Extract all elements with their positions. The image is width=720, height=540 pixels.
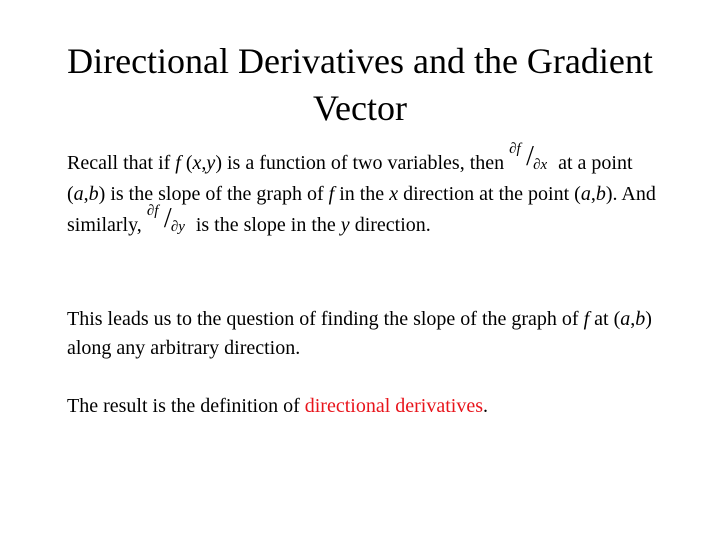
p1-var-b: b	[88, 183, 99, 205]
p2-var-b: b	[635, 308, 646, 330]
p1-text-5: ) is the slope of the graph of	[98, 183, 329, 205]
p1-var-x-2: x	[389, 183, 399, 205]
paragraph-question	[67, 305, 667, 363]
p1-comma-1: ,	[201, 152, 207, 174]
directional-derivatives-highlight: directional derivatives	[304, 395, 483, 417]
p1-var-a-2: a	[580, 183, 591, 205]
paragraph-result	[67, 392, 667, 421]
p1-text-8: ). And similarly,	[67, 183, 656, 236]
partial-derivative-x	[509, 141, 553, 173]
p1-var-x: x	[192, 152, 202, 174]
p1-text-7: direction at the point (	[398, 183, 581, 205]
p2-comma: ,	[630, 308, 636, 330]
partial-x-slash: /	[526, 141, 534, 172]
partial-y-slash: /	[163, 203, 172, 234]
p3-text-2: .	[483, 395, 488, 417]
p1-text-3: ) is a function of two variables, then	[215, 152, 510, 174]
p1-var-f: f	[175, 152, 181, 174]
slide-title: Directional Derivatives and the Gradient Vector	[67, 41, 653, 128]
p1-text-1: Recall that if	[67, 152, 176, 174]
p2-var-f: f	[583, 308, 590, 330]
p1-text-6: in the	[334, 183, 390, 205]
partial-y-numerator: ∂f	[146, 203, 159, 219]
p2-text-3: ) along any arbitrary direction.	[67, 308, 652, 359]
p1-var-a: a	[73, 183, 84, 205]
p1-var-f-2: f	[328, 183, 335, 205]
p1-var-y-2: y	[340, 214, 350, 236]
partial-x-denominator: ∂x	[533, 157, 548, 173]
p1-comma-3: ,	[590, 183, 596, 205]
p1-text-4: at a point (	[67, 152, 633, 205]
p1-var-y: y	[206, 152, 216, 174]
p2-text-1: This leads us to the question of finding the slope of the graph of	[67, 308, 584, 330]
partial-derivative-y	[146, 203, 191, 235]
p1-text-2: (	[180, 152, 193, 174]
partial-y-denominator: ∂y	[170, 219, 185, 235]
partial-x-numerator: ∂f	[509, 141, 521, 157]
p2-var-a: a	[620, 308, 631, 330]
p3-text-1: The result is the definition of	[67, 395, 305, 417]
paragraph-recall	[67, 141, 667, 241]
p1-var-b-2: b	[595, 183, 606, 205]
p1-text-9: is the slope in the	[190, 214, 341, 236]
p2-text-2: at (	[589, 308, 621, 330]
p1-text-10: direction.	[349, 214, 431, 236]
p1-comma-2: ,	[83, 183, 89, 205]
